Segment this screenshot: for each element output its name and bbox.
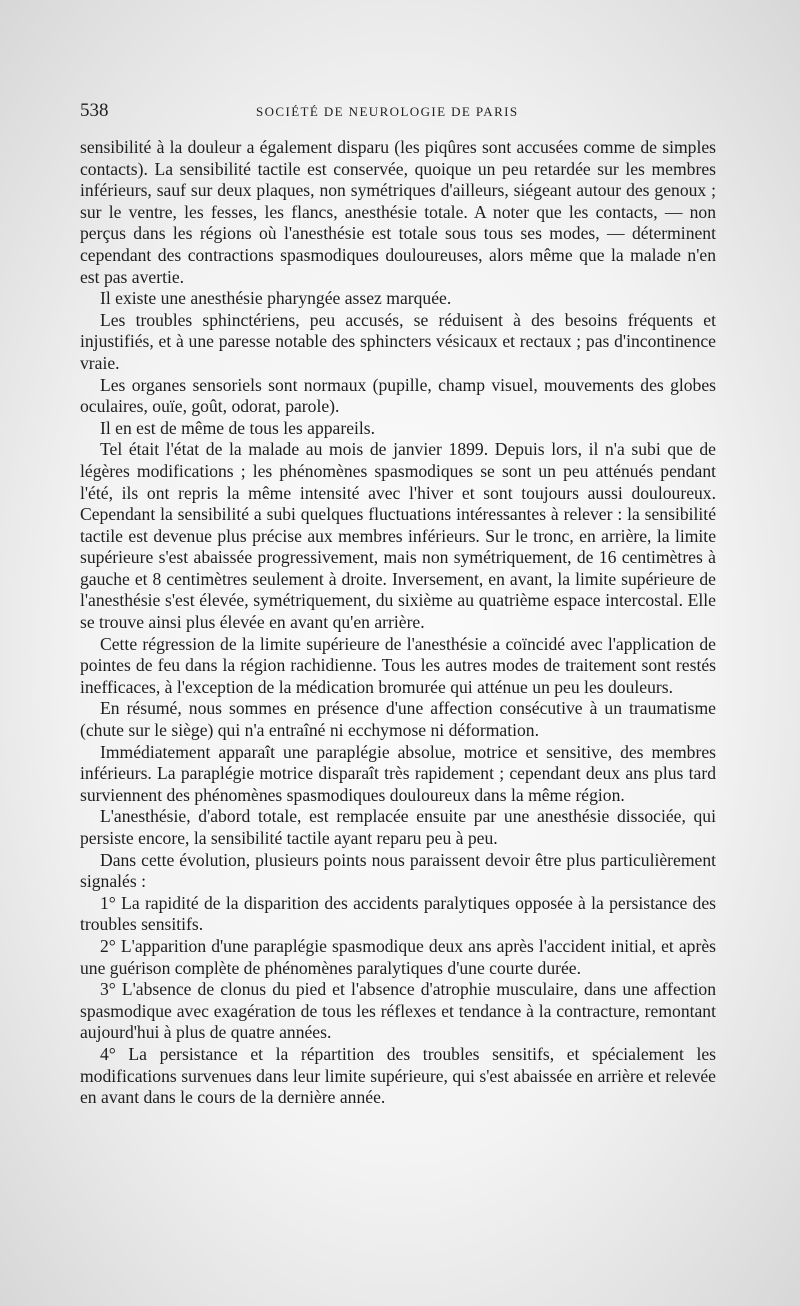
paragraph: Tel était l'état de la malade au mois de janvier 1899. Depuis lors, il n'a subi que de légères modifications ; les phénomènes spasmodiques se sont un peu atténués pendant l'été, ils ont repris la même intensité avec l'hiver et sont toujours aussi douloureux. Cependant la sensibilité a subi quelques fluctuations intéressantes à relever : la sensibilité tactile est devenue plus précise aux membres inférieurs. Sur le tronc, en arrière, la limite supérieure s'est abaissée progressivement, mais non symétriquement, de 16 centimètres à gauche et 8 centimètres seulement à droite. Inversement, en avant, la limite supérieure de l'anesthésie s'est élevée, symétriquement, du sixième au quatrième espace intercostal. Elle se trouve ainsi plus élevée en avant qu'en arrière. — [80, 439, 716, 633]
paragraph: Les troubles sphinctériens, peu accusés, se réduisent à des besoins fréquents et injustifiés, et à une paresse notable des sphincters vésicaux et rectaux ; pas d'incontinence vraie. — [80, 309, 716, 373]
paragraph: Il existe une anesthésie pharyngée assez marquée. — [100, 288, 452, 309]
page-header — [80, 100, 716, 128]
paragraph: Dans cette évolution, plusieurs points nous paraissent devoir être plus particulièrement signalés : — [80, 849, 716, 892]
paragraph: En résumé, nous sommes en présence d'une affection consécutive à un traumatisme (chute sur le siège) qui n'a entraîné ni ecchymose ni déformation. — [80, 698, 716, 741]
page-number: 538 — [80, 100, 109, 121]
paragraph: 3° L'absence de clonus du pied et l'absence d'atrophie musculaire, dans une affection spasmodique avec exagération de tous les réflexes et tendance à la contracture, remontant aujourd'hui à plus de quatre années. — [80, 979, 716, 1043]
paragraph: Immédiatement apparaît une paraplégie absolue, motrice et sensitive, des membres inférieurs. La paraplégie motrice disparaît très rapidement ; cependant deux ans plus tard surviennent des phénomènes spasmodiques douloureux dans la même région. — [80, 741, 716, 805]
running-title: SOCIÉTÉ DE NEUROLOGIE DE PARIS — [256, 104, 519, 119]
paragraph: Cette régression de la limite supérieure de l'anesthésie a coïncidé avec l'application de pointes de feu dans la région rachidienne. Tous les autres modes de traitement sont restés inefficaces, à l'exception de la médication bromurée qui atténue un peu les douleurs. — [80, 633, 716, 697]
paragraph: 1° La rapidité de la disparition des accidents paralytiques opposée à la persistance des troubles sensitifs. — [80, 892, 716, 935]
paragraph: 2° L'apparition d'une paraplégie spasmodique deux ans après l'accident initial, et après une guérison complète de phénomènes paralytiques d'une courte durée. — [80, 935, 716, 978]
body-text — [80, 137, 716, 1109]
paragraph: Les organes sensoriels sont normaux (pupille, champ visuel, mouvements des globes oculaires, ouïe, goût, odorat, parole). — [80, 374, 716, 417]
paragraph: Il en est de même de tous les appareils. — [100, 417, 376, 438]
paragraph: 4° La persistance et la répartition des troubles sensitifs, et spécialement les modifications survenues dans leur limite supérieure, qui s'est abaissée en arrière et relevée en avant dans le cours de la dernière année. — [80, 1043, 716, 1108]
paragraph: sensibilité à la douleur a également disparu (les piqûres sont accusées comme de simples contacts). La sensibilité tactile est conservée, quoique un peu retardée sur les membres inférieurs, sauf sur deux plaques, non symétriques d'ailleurs, siégeant autour des genoux ; sur le ventre, les fesses, les flancs, anesthésie totale. A noter que les contacts, — non perçus dans les régions où l'anesthésie est totale sous tous ses modes, — déterminent cependant des contractions spasmodiques douloureuses, alors même que la malade n'en est pas avertie. — [80, 137, 716, 287]
paragraph: L'anesthésie, d'abord totale, est remplacée ensuite par une anesthésie dissociée, qui persiste encore, la sensibilité tactile ayant reparu peu à peu. — [80, 806, 716, 848]
